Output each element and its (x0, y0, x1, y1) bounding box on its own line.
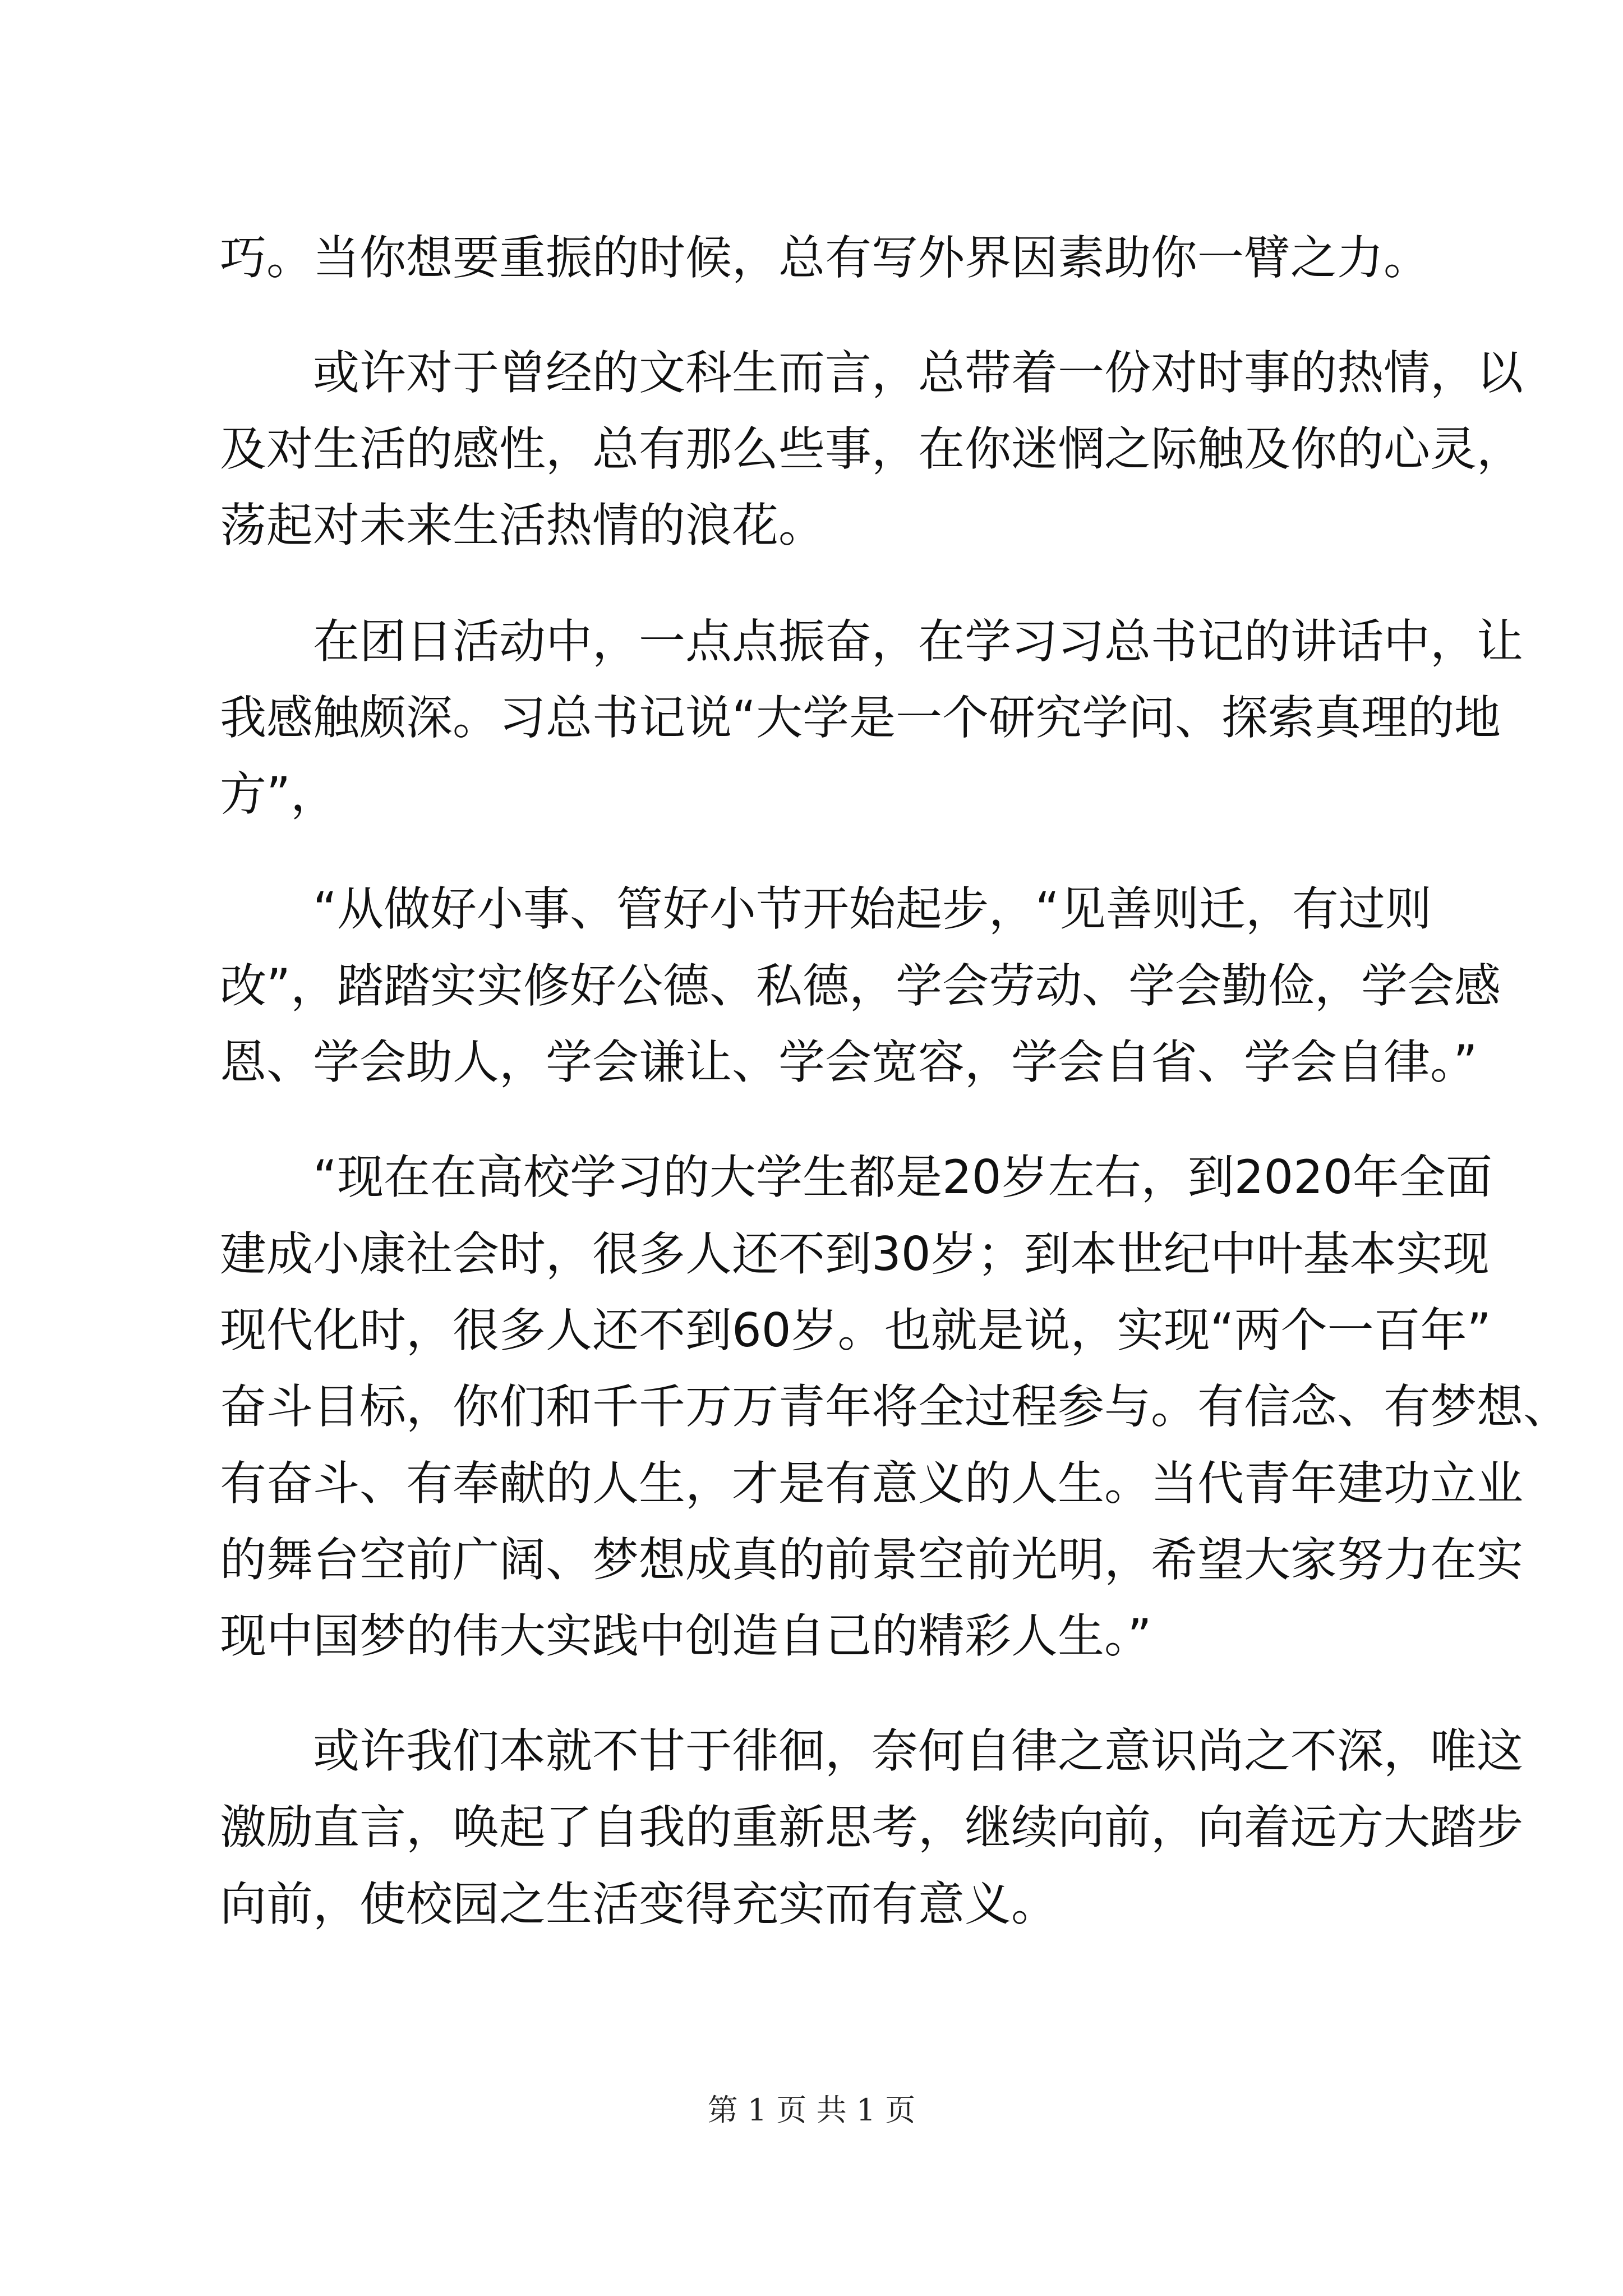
text-line: 奋斗目标，你们和千千万万青年将全过程参与。有信念、有梦想、 (220, 1379, 1570, 1434)
text-line: 在团日活动中，一点点振奋，在学习习总书记的讲话中，让 (220, 614, 1523, 669)
text-line: 我感触颇深。习总书记说“大学是一个研究学问、探索真理的地 (220, 691, 1501, 745)
text-line: “从做好小事、管好小节开始起步，“见善则迁，有过则 (220, 882, 1432, 936)
text-line: “现在在高校学习的大学生都是20岁左右，到2020年全面 (220, 1150, 1492, 1204)
text-line: 及对生活的感性，总有那么些事，在你迷惘之际触及你的心灵， (220, 422, 1523, 476)
text-line: 现中国梦的伟大实践中创造自己的精彩人生。” (220, 1609, 1152, 1663)
text-line: 现代化时，很多人还不到60岁。也就是说，实现“两个一百年” (220, 1303, 1491, 1358)
text-line: 改”，踏踏实实修好公德、私德，学会劳动、学会勤俭，学会感 (220, 959, 1501, 1013)
text-line: 向前，使校园之生活变得充实而有意义。 (220, 1877, 1058, 1931)
text-line: 建成小康社会时，很多人还不到30岁；到本世纪中叶基本实现 (220, 1227, 1490, 1281)
text-line: 恩、学会助人，学会谦让、学会宽容，学会自省、学会自律。” (220, 1035, 1478, 1089)
text-line: 的舞台空前广阔、梦想成真的前景空前光明，希望大家努力在实 (220, 1533, 1523, 1587)
text-line: 巧。当你想要重振的时候，总有写外界因素助你一臂之力。 (220, 231, 1430, 285)
text-line: 或许我们本就不甘于徘徊，奈何自律之意识尚之不深，唯这 (220, 1724, 1523, 1778)
text-line: 有奋斗、有奉献的人生，才是有意义的人生。当代青年建功立业 (220, 1456, 1523, 1511)
text-line: 或许对于曾经的文科生而言，总带着一份对时事的热情，以 (220, 346, 1523, 400)
text-line: 荡起对未来生活热情的浪花。 (220, 498, 825, 553)
page-number-footer: 第 1 页 共 1 页 (707, 2092, 916, 2128)
text-line: 激励直言，唤起了自我的重新思考，继续向前，向着远方大踏步 (220, 1800, 1523, 1855)
text-line: 方”， (220, 767, 337, 821)
